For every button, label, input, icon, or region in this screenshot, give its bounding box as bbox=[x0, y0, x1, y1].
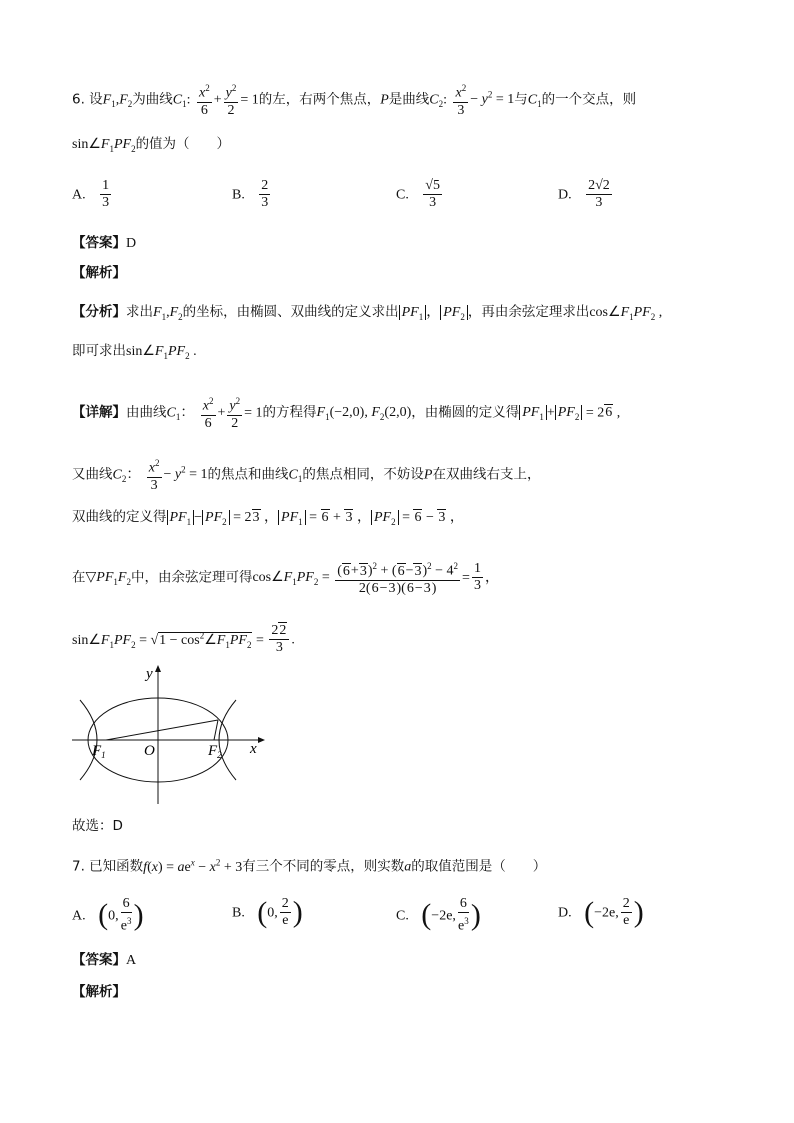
q6-stem-line2: $\sin\angle F_1PF_2$的值为（ ） bbox=[72, 136, 231, 154]
q6-conclusion: 故选：D bbox=[72, 818, 123, 834]
q6-fenxi-line1: 【分析】求出$F_1,F_2$的坐标，由椭圆、双曲线的定义求出 $PF_1$ ， $PF_2$ ，再由余弦定理求出$\cos\angle F_1PF_2$ , bbox=[72, 304, 663, 322]
x-axis-arrow bbox=[258, 737, 265, 743]
segment-f1-p bbox=[106, 720, 218, 740]
segment-f2-p bbox=[214, 720, 218, 740]
q7-option-d[interactable]: D. (−2e, $\frac{2}{e}$ ) bbox=[558, 895, 644, 929]
q6-analysis-heading: 【解析】 bbox=[72, 265, 126, 281]
q6-detail-line4: 在$▽PF_1F_2$中，由余弦定理可得$\cos\angle F_1PF_2$ = $\frac{(6+3)^2 + (6-3)^2 - 4^2}{2(6-3)(6-3)}$ = $\frac{1}{3}$ ， bbox=[72, 558, 499, 597]
q6-option-c[interactable]: C. $\frac{√5}{3}$ bbox=[396, 178, 440, 210]
q6-fenxi-line2: 即可求出$\sin\angle F_1PF_2$ . bbox=[72, 343, 197, 361]
f1-label: $F_1$ bbox=[92, 743, 106, 760]
ellipse-hyperbola-figure bbox=[66, 662, 272, 808]
q6-option-a[interactable]: A. $\frac{1}{3}$ bbox=[72, 178, 110, 210]
y-axis-arrow bbox=[155, 665, 161, 672]
q6-answer: 【答案】D bbox=[72, 235, 137, 251]
q6-detail-line5: $\sin\angle F_1PF_2 = √1$ − $\cos^2\angle F_1PF_2$ = $\frac{22}{3}$ . bbox=[72, 623, 295, 655]
q7-option-c[interactable]: C. (−2e, $\frac{6}{e^3}$ ) bbox=[396, 896, 481, 934]
q6-detail-line1: 【详解】由曲线$C_1$： $\frac{x^2}{6}$ + $\frac{y^2}{2}$ = 1的方程得$F_1(-2,0)$, $F_2(2,0)$，由椭圆的定义得 $PF_1 + PF_2 = 26$ , bbox=[72, 393, 620, 432]
q7-option-a[interactable]: A. (0, $\frac{6}{e^3}$ ) bbox=[72, 896, 144, 934]
q6-option-b[interactable]: B. $\frac{2}{3}$ bbox=[232, 178, 269, 210]
x-label: x bbox=[250, 741, 257, 757]
origin-label: O bbox=[144, 743, 155, 759]
q7-analysis-heading: 【解析】 bbox=[72, 984, 126, 1000]
q6-option-d[interactable]: D. $\frac{2√2}{3}$ bbox=[558, 178, 610, 210]
q6-detail-line3: 双曲线的定义得 $PF_1 - PF_2 = 23$ ， $PF_1 = 6 + 3$ ， $PF_2 = 6 - 3$ ， bbox=[72, 509, 464, 527]
y-label: y bbox=[146, 666, 153, 682]
q7-answer: 【答案】A bbox=[72, 952, 137, 968]
q7-option-b[interactable]: B. (0, $\frac{2}{e}$ ) bbox=[232, 895, 303, 929]
q6-stem-line1: 6. 设$F_1,F_2$为曲线$C_1$: $\frac{x^2}{6}$ + $\frac{y^2}{2}$ = 1的左，右两个焦点，P是曲线$C_2$: $\frac{x^2}{3}$ − $y^2 = 1$与$C_1$的一个交点，则 bbox=[72, 80, 636, 119]
q6-detail-line2: 又曲线$C_2$： $\frac{x^2}{3}$ − $y^2 = 1$的焦点和曲线$C_1$的焦点相同，不妨设P在双曲线右支上， bbox=[72, 455, 540, 494]
f2-label: $F_2$ bbox=[208, 743, 222, 760]
q7-stem: 7. 已知函数$f(x) = ae^x - x^2 + 3$有三个不同的零点，则实数a的取值范围是（ ） bbox=[72, 857, 547, 875]
